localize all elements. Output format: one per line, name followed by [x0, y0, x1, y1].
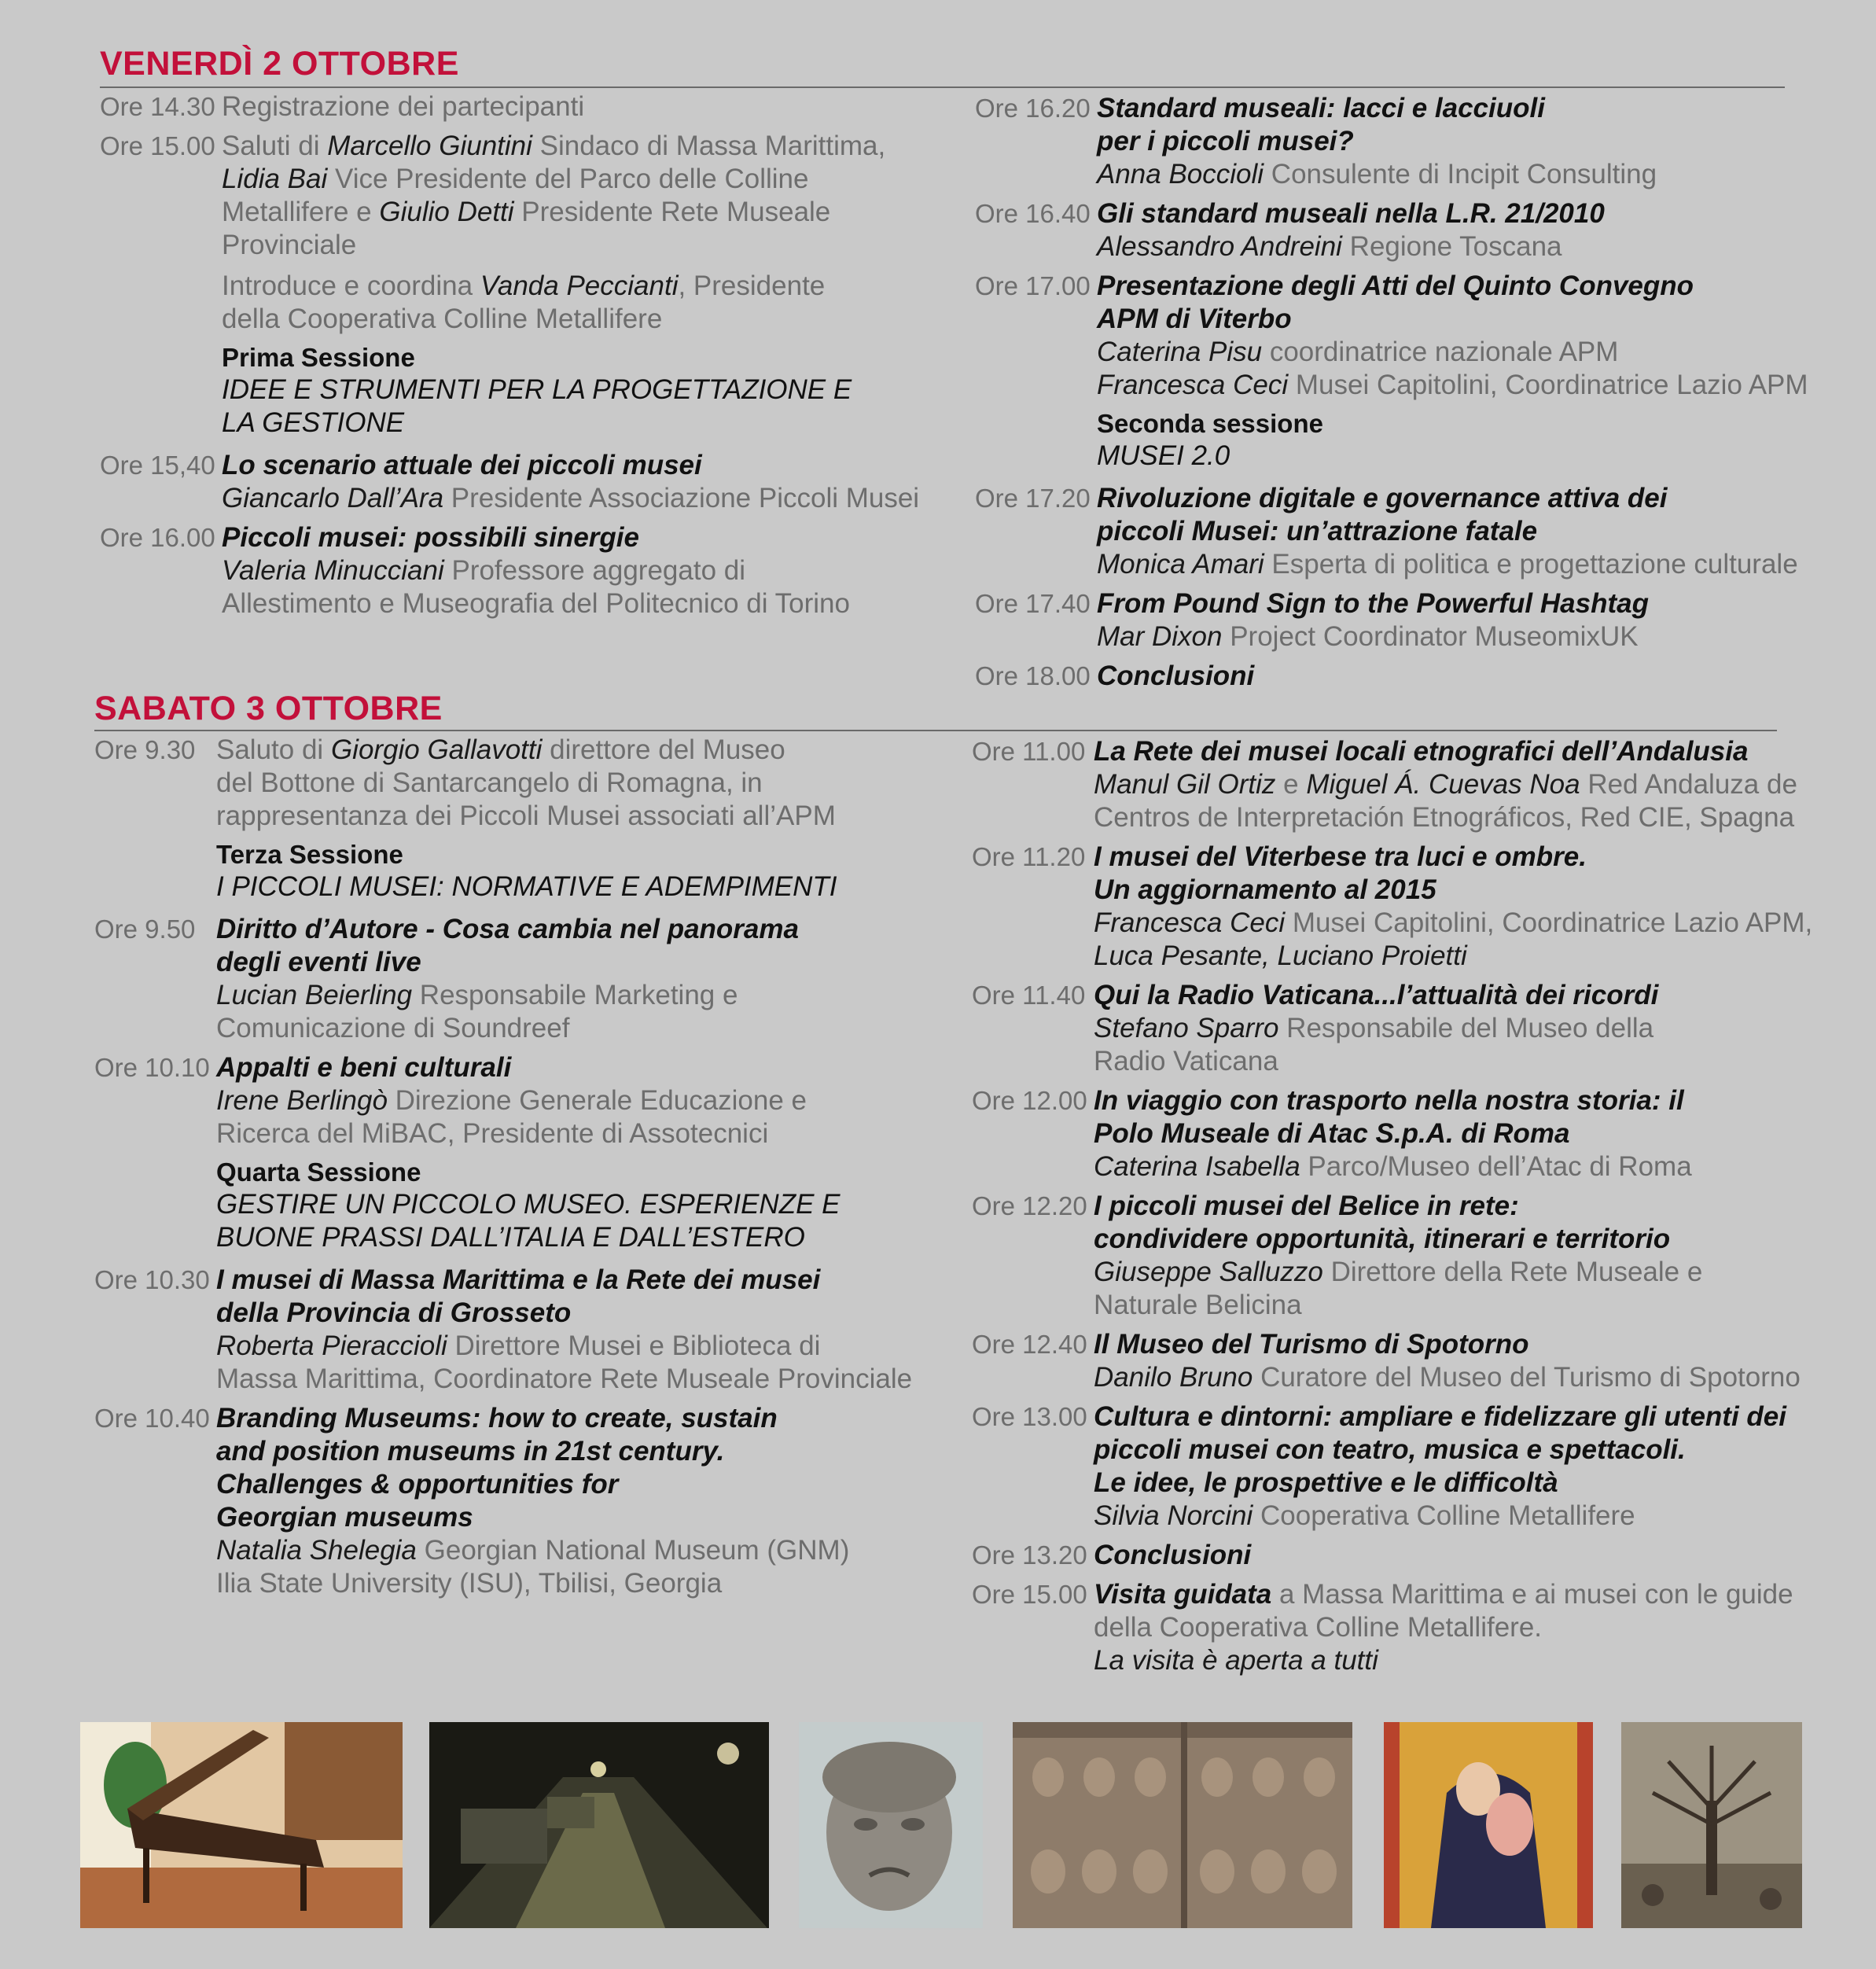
schedule-entry — [975, 197, 1863, 263]
sculpture-head-image — [799, 1722, 983, 1928]
talk-title: I musei di Massa Marittima e la Rete dei musei — [216, 1264, 821, 1295]
speaker-name: Miguel Á. Cuevas Noa — [1306, 769, 1580, 800]
speaker-role: Curatore del Museo del Turismo di Spotorno — [1253, 1362, 1801, 1393]
speaker-name: Danilo Bruno — [1094, 1362, 1253, 1393]
talk-title: Piccoli musei: possibili sinergie — [222, 522, 639, 553]
schedule-entry — [972, 1539, 1868, 1572]
photo-fresco-tree — [1621, 1722, 1802, 1928]
schedule-entry — [975, 482, 1863, 581]
speaker-role: Red Andaluza de — [1580, 769, 1797, 800]
speaker-name: Irene Berlingò — [216, 1085, 388, 1116]
speaker-role: Vice Presidente del Parco delle Colline — [327, 164, 809, 194]
schedule-entry — [972, 1578, 1868, 1677]
schedule-entry — [975, 587, 1863, 653]
talk-title: condividere opportunità, itinerari e territorio — [1094, 1224, 1671, 1254]
entry-time: Ore 10.30 — [94, 1265, 210, 1294]
talk-title: Branding Museums: how to create, sustain — [216, 1403, 778, 1434]
entry-time: Ore 17.20 — [975, 484, 1091, 513]
talk-title: piccoli Musei: un’attrazione fatale — [1097, 516, 1538, 547]
schedule-entry — [94, 734, 944, 833]
speaker-role: del Bottone di Santarcangelo di Romagna, in — [216, 767, 763, 798]
speaker-name: Francesca Ceci — [1097, 370, 1289, 400]
talk-title: Visita guidata — [1094, 1579, 1272, 1610]
speaker-role: , Presidente — [678, 271, 826, 301]
entry-text: della Cooperativa Colline Metallifere. — [1094, 1612, 1543, 1643]
speaker-role: Professore aggregato di — [443, 555, 746, 586]
talk-title: Cultura e dintorni: ampliare e fidelizzare gli utenti dei — [1094, 1401, 1786, 1432]
speaker-name: Alessandro Andreini — [1097, 231, 1342, 262]
schedule-entry — [975, 270, 1863, 402]
speaker-name: Manul Gil Ortiz — [1094, 769, 1276, 800]
speaker-role: Centros de Interpretación Etnográficos, Red CIE, Spagna — [1094, 802, 1795, 833]
talk-title: Georgian museums — [216, 1502, 473, 1533]
session-header — [94, 839, 944, 904]
visit-note: La visita è aperta a tutti — [1094, 1645, 1378, 1676]
talk-title: Standard museali: lacci e lacciuoli — [1097, 93, 1545, 123]
session-label: Prima Sessione — [222, 343, 415, 372]
entry-time: Ore 16.40 — [975, 199, 1091, 228]
schedule-entry — [972, 1400, 1868, 1533]
talk-title: degli eventi live — [216, 947, 421, 977]
talk-title: Le idee, le prospettive e le difficoltà — [1094, 1467, 1558, 1498]
speaker-role: Direttore della Rete Museale e — [1322, 1257, 1703, 1287]
speaker-role: Naturale Belicina — [1094, 1290, 1302, 1320]
talk-title: Diritto d’Autore - Cosa cambia nel panorama — [216, 914, 799, 944]
day2-right-column — [972, 735, 1868, 1684]
schedule-entry — [972, 1190, 1868, 1322]
entry-time: Ore 15.00 — [100, 131, 215, 160]
entry-text: Saluto di — [216, 734, 331, 765]
stone-relief-image — [1013, 1722, 1352, 1928]
talk-title: Il Museo del Turismo di Spotorno — [1094, 1329, 1529, 1360]
schedule-entry — [972, 841, 1868, 973]
photo-mine-tunnel — [429, 1722, 769, 1928]
talk-title: I piccoli musei del Belice in rete: — [1094, 1191, 1519, 1221]
schedule-entry — [972, 1328, 1868, 1394]
speaker-name: Lidia Bai — [222, 164, 328, 194]
talk-title: and position museums in 21st century. — [216, 1436, 725, 1467]
entry-time: Ore 10.40 — [94, 1404, 210, 1433]
session-label: Seconda sessione — [1097, 409, 1323, 438]
entry-text: Saluti di — [222, 131, 328, 161]
speaker-name: Giulio Detti — [379, 197, 514, 227]
entry-time: Ore 11.40 — [972, 981, 1086, 1010]
entry-time: Ore 18.00 — [975, 661, 1091, 690]
speaker-role: coordinatrice nazionale APM — [1262, 337, 1619, 367]
speaker-role: Ilia State University (ISU), Tbilisi, Georgia — [216, 1568, 723, 1599]
schedule-entry — [975, 92, 1863, 191]
talk-title: I musei del Viterbese tra luci e ombre. — [1094, 841, 1587, 872]
talk-title: Lo scenario attuale dei piccoli musei — [222, 450, 702, 480]
speaker-name: Stefano Sparro — [1094, 1013, 1279, 1043]
speaker-name: Mar Dixon — [1097, 621, 1223, 652]
speaker-role: Esperta di politica e progettazione culturale — [1264, 549, 1798, 580]
session-header — [100, 342, 933, 440]
entry-time: Ore 14.30 — [100, 92, 215, 121]
entry-time: Ore 10.10 — [94, 1053, 210, 1082]
speaker-role: Project Coordinator MuseomixUK — [1222, 621, 1639, 652]
speaker-role: Metallifere e — [222, 197, 380, 227]
schedule-entry — [94, 913, 944, 1045]
speaker-role: Responsabile Marketing e — [412, 980, 738, 1010]
session-title: LA GESTIONE — [222, 407, 405, 438]
schedule-entry — [972, 979, 1868, 1078]
talk-title: Polo Museale di Atac S.p.A. di Roma — [1094, 1118, 1570, 1149]
speaker-name: Giorgio Gallavotti — [330, 734, 543, 765]
speaker-role: Musei Capitolini, Coordinatrice Lazio APM, — [1285, 907, 1813, 938]
schedule-entry — [100, 521, 933, 620]
schedule-entry — [100, 130, 933, 336]
speaker-name: Marcello Giuntini — [327, 131, 532, 161]
talk-title: Qui la Radio Vaticana...l’attualità dei ricordi — [1094, 980, 1659, 1010]
speaker-role: Consulente di Incipit Consulting — [1264, 159, 1657, 190]
talk-title: La Rete dei musei locali etnografici dell’Andalusia — [1094, 736, 1749, 767]
speaker-name: Natalia Shelegia — [216, 1535, 417, 1566]
harpsichord-image — [80, 1722, 403, 1928]
day2-title: SABATO 3 OTTOBRE — [94, 690, 443, 727]
day2-divider — [94, 730, 1777, 731]
entry-time: Ore 13.00 — [972, 1402, 1087, 1431]
session-label: Quarta Sessione — [216, 1157, 421, 1187]
speaker-role: Sindaco di Massa Marittima, — [532, 131, 886, 161]
talk-title: Conclusioni — [1097, 661, 1255, 691]
entry-time: Ore 12.20 — [972, 1191, 1087, 1220]
entry-text: a Massa Marittima e ai musei con le guide — [1271, 1579, 1793, 1610]
session-header — [94, 1157, 944, 1254]
speaker-role: Allestimento e Museografia del Politecnico di Torino — [222, 588, 850, 619]
entry-time: Ore 9.30 — [94, 735, 196, 764]
entry-time: Ore 9.50 — [94, 915, 196, 944]
speaker-role: Musei Capitolini, Coordinatrice Lazio APM — [1288, 370, 1808, 400]
day1-left-column — [100, 90, 933, 627]
entry-time: Ore 17.40 — [975, 589, 1091, 618]
schedule-entry — [100, 90, 933, 123]
speaker-name: Valeria Minucciani — [222, 555, 444, 586]
speaker-name: Luca Pesante, Luciano Proietti — [1094, 940, 1467, 971]
talk-title: per i piccoli musei? — [1097, 126, 1354, 156]
speaker-role: rappresentanza dei Piccoli Musei associati all’APM — [216, 800, 836, 831]
speaker-role: Parco/Museo dell’Atac di Roma — [1300, 1151, 1692, 1182]
entry-time: Ore 13.20 — [972, 1540, 1087, 1570]
fresco-tree-image — [1621, 1722, 1802, 1928]
session-label: Terza Sessione — [216, 840, 403, 869]
speaker-name: Vanda Peccianti — [480, 271, 679, 301]
speaker-role: Cooperativa Colline Metallifere — [1253, 1500, 1635, 1531]
session-title: I PICCOLI MUSEI: NORMATIVE E ADEMPIMENTI — [216, 871, 837, 902]
speaker-role: Presidente Associazione Piccoli Musei — [443, 483, 920, 513]
talk-title: Appalti e beni culturali — [216, 1052, 512, 1083]
entry-text: e — [1275, 769, 1307, 800]
speaker-name: Lucian Beierling — [216, 980, 413, 1010]
entry-time: Ore 17.00 — [975, 271, 1091, 300]
session-title: MUSEI 2.0 — [1097, 440, 1230, 471]
speaker-name: Caterina Isabella — [1094, 1151, 1300, 1182]
photo-harpsichord — [80, 1722, 403, 1928]
schedule-entry — [94, 1051, 944, 1150]
day1-divider — [100, 86, 1785, 88]
speaker-role: Direzione Generale Educazione e — [387, 1085, 807, 1116]
schedule-entry — [94, 1264, 944, 1396]
speaker-role: Comunicazione di Soundreef — [216, 1013, 570, 1043]
entry-time: Ore 16.00 — [100, 523, 215, 552]
entry-time: Ore 16.20 — [975, 94, 1091, 123]
photo-stone-relief — [1013, 1722, 1352, 1928]
speaker-role: Regione Toscana — [1341, 231, 1562, 262]
speaker-role: Provinciale — [222, 230, 357, 260]
speaker-role: Responsabile del Museo della — [1278, 1013, 1654, 1043]
talk-title: Presentazione degli Atti del Quinto Convegno — [1097, 271, 1694, 301]
photo-madonna-painting — [1384, 1722, 1593, 1928]
session-title: IDEE E STRUMENTI PER LA PROGETTAZIONE E — [222, 374, 852, 405]
speaker-name: Roberta Pieraccioli — [216, 1330, 447, 1361]
session-title: GESTIRE UN PICCOLO MUSEO. ESPERIENZE E — [216, 1189, 841, 1220]
talk-title: Gli standard museali nella L.R. 21/2010 — [1097, 198, 1605, 229]
speaker-role: Direttore Musei e Biblioteca di — [447, 1330, 821, 1361]
entry-text: Introduce e coordina — [222, 271, 480, 301]
mine-tunnel-image — [429, 1722, 769, 1928]
entry-time: Ore 11.20 — [972, 842, 1086, 871]
entry-time: Ore 15.00 — [972, 1580, 1087, 1609]
talk-title: In viaggio con trasporto nella nostra storia: il — [1094, 1085, 1684, 1116]
speaker-role: direttore del Museo — [542, 734, 785, 765]
talk-title: APM di Viterbo — [1097, 304, 1292, 334]
entry-time: Ore 15,40 — [100, 451, 215, 480]
talk-title: Conclusioni — [1094, 1540, 1252, 1570]
day1-title: VENERDÌ 2 OTTOBRE — [100, 45, 459, 83]
day2-left-column — [94, 734, 944, 1606]
speaker-name: Silvia Norcini — [1094, 1500, 1253, 1531]
schedule-entry — [94, 1402, 944, 1600]
schedule-entry — [100, 449, 933, 515]
schedule-entry — [972, 735, 1868, 834]
speaker-role: Massa Marittima, Coordinatore Rete Museale Provinciale — [216, 1364, 913, 1394]
speaker-role: Ricerca del MiBAC, Presidente di Assotecnici — [216, 1118, 769, 1149]
madonna-painting-image — [1384, 1722, 1593, 1928]
session-header — [975, 408, 1863, 473]
speaker-name: Giuseppe Salluzzo — [1094, 1257, 1323, 1287]
entry-text: Registrazione dei partecipanti — [222, 91, 585, 122]
speaker-name: Monica Amari — [1097, 549, 1264, 580]
speaker-role: Radio Vaticana — [1094, 1046, 1278, 1077]
talk-title: Challenges & opportunities for — [216, 1469, 619, 1500]
speaker-name: Caterina Pisu — [1097, 337, 1263, 367]
talk-title: della Provincia di Grosseto — [216, 1297, 572, 1328]
speaker-role: Georgian National Museum (GNM) — [416, 1535, 850, 1566]
talk-title: From Pound Sign to the Powerful Hashtag — [1097, 588, 1649, 619]
entry-time: Ore 11.00 — [972, 737, 1086, 766]
schedule-entry — [972, 1084, 1868, 1183]
entry-time: Ore 12.00 — [972, 1086, 1087, 1115]
speaker-name: Giancarlo Dall’Ara — [222, 483, 444, 513]
speaker-name: Francesca Ceci — [1094, 907, 1286, 938]
talk-title: Rivoluzione digitale e governance attiva dei — [1097, 483, 1668, 513]
session-title: BUONE PRASSI DALL’ITALIA E DALL’ESTERO — [216, 1222, 805, 1253]
speaker-name: Anna Boccioli — [1097, 159, 1264, 190]
talk-title: piccoli musei con teatro, musica e spettacoli. — [1094, 1434, 1686, 1465]
photo-sculpture-head — [799, 1722, 983, 1928]
entry-time: Ore 12.40 — [972, 1330, 1087, 1359]
speaker-role: Presidente Rete Museale — [513, 197, 831, 227]
speaker-role: della Cooperativa Colline Metallifere — [222, 304, 663, 334]
talk-title: Un aggiornamento al 2015 — [1094, 874, 1436, 905]
day1-right-column — [975, 92, 1863, 699]
schedule-entry — [975, 660, 1863, 693]
